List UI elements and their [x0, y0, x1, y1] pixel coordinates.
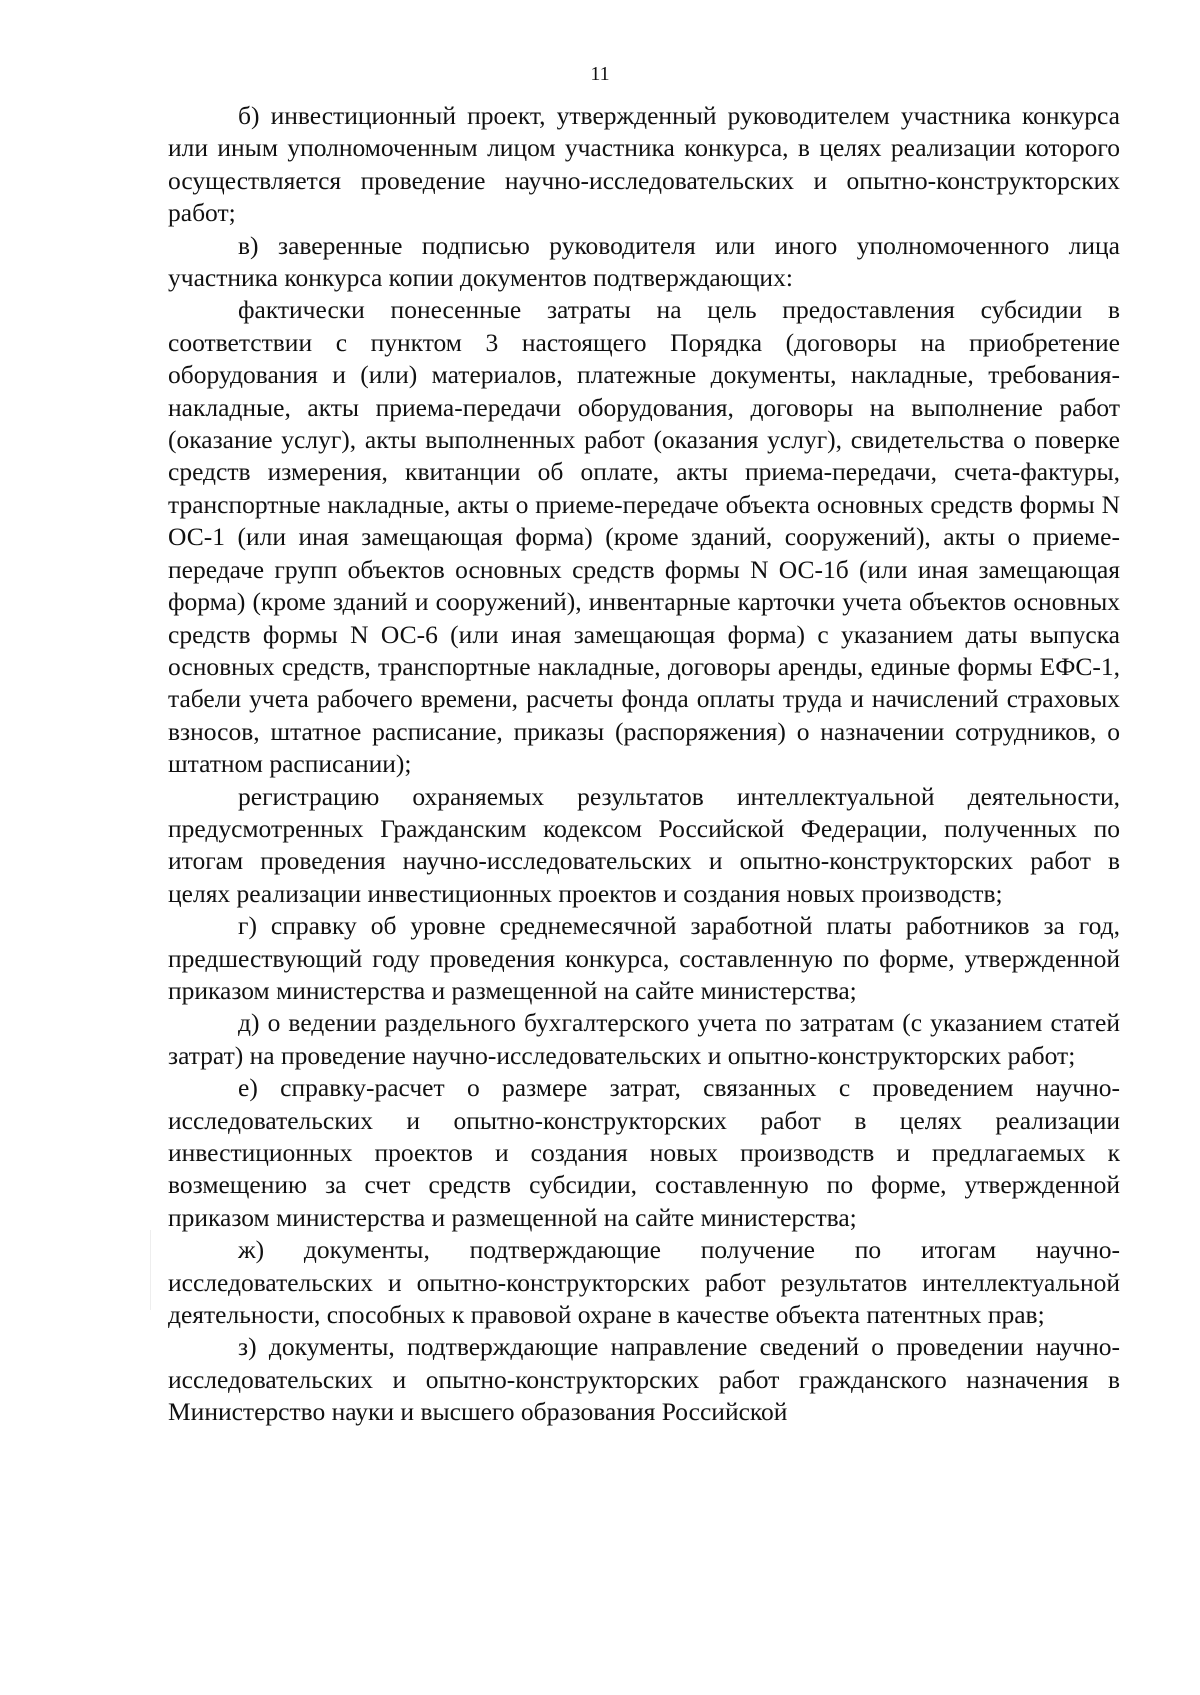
paragraph-d-separate-accounting: д) о ведении раздельного бухгалтерского учета по затратам (с указанием статей затрат) на проведение научно-исследовательских и опытно-конструкторских работ; — [168, 1008, 1120, 1070]
document-body — [168, 100, 1120, 1429]
paragraph-v-certified-copies: в) заверенные подписью руководителя или иного уполномоченного лица участника конкурса копии документов подтверждающих: — [168, 230, 1120, 293]
paragraph-zh-ip-results: ж) документы, подтверждающие получение по итогам научно-исследовательских и опытно-конструкторских работ результатов интеллектуальной деятельности, способных к правовой охране в качестве объекта патентных прав; — [168, 1235, 1120, 1330]
paragraph-b-investment-project: б) инвестиционный проект, утвержденный руководителем участника конкурса или иным уполномоченным лицом участника конкурса, в целях реализации которого осуществляется проведение научно-исследовательских и опытно-конструкторских работ; — [168, 101, 1120, 228]
paragraph-z-information-submission: з) документы, подтверждающие направление сведений о проведении научно-исследовательских и опытно-конструкторских работ гражданского назначения в Министерство науки и высшего образования Российской — [168, 1332, 1120, 1427]
paragraph-actual-costs: фактически понесенные затраты на цель предоставления субсидии в соответствии с пунктом 3 настоящего Порядка (договоры на приобретение оборудования и (или) материалов, платежные документы, накладные, требования-накладные, акты приема-передачи оборудования, договоры на выполнение работ (оказание услуг), акты выполненных работ (оказания услуг), свидетельства о поверке средств измерения, квитанции об оплате, акты приема-передачи, счета-фактуры, транспортные накладные, акты о приеме-передаче объекта основных средств формы N ОС-1 (или иная замещающая форма) (кроме зданий, сооружений), акты о приеме-передаче групп объектов основных средств формы N ОС-1б (или иная замещающая форма) (кроме зданий и сооружений), инвентарные карточки учета объектов основных средств формы N ОС-6 (или иная замещающая форма) с указанием даты выпуска основных средств, транспортные накладные, договоры аренды, единые формы ЕФС-1, табели учета рабочего времени, расчеты фонда оплаты труда и начислений страховых взносов, штатное расписание, приказы (распоряжения) о назначении сотрудников, о штатном расписании); — [168, 295, 1120, 779]
page-number: 11 — [590, 63, 610, 85]
scan-artifact-line — [150, 1230, 151, 1310]
paragraph-g-salary-certificate: г) справку об уровне среднемесячной заработной платы работников за год, предшествующий году проведения конкурса, составленную по форме, утвержденной приказом министерства и размещенной на сайте министерства; — [168, 911, 1120, 1005]
paragraph-ip-registration: регистрацию охраняемых результатов интеллектуальной деятельности, предусмотренных Гражданским кодексом Российской Федерации, полученных по итогам проведения научно-исследовательских и опытно-конструкторских работ в целях реализации инвестиционных проектов и создания новых производств; — [168, 781, 1120, 908]
paragraph-e-cost-calculation: е) справку-расчет о размере затрат, связанных с проведением научно-исследовательских и опытно-конструкторских работ в целях реализации инвестиционных проектов и создания новых производств и предлагаемых к возмещению за счет средств субсидии, составленную по форме, утвержденной приказом министерства и размещенной на сайте министерства; — [168, 1073, 1120, 1232]
